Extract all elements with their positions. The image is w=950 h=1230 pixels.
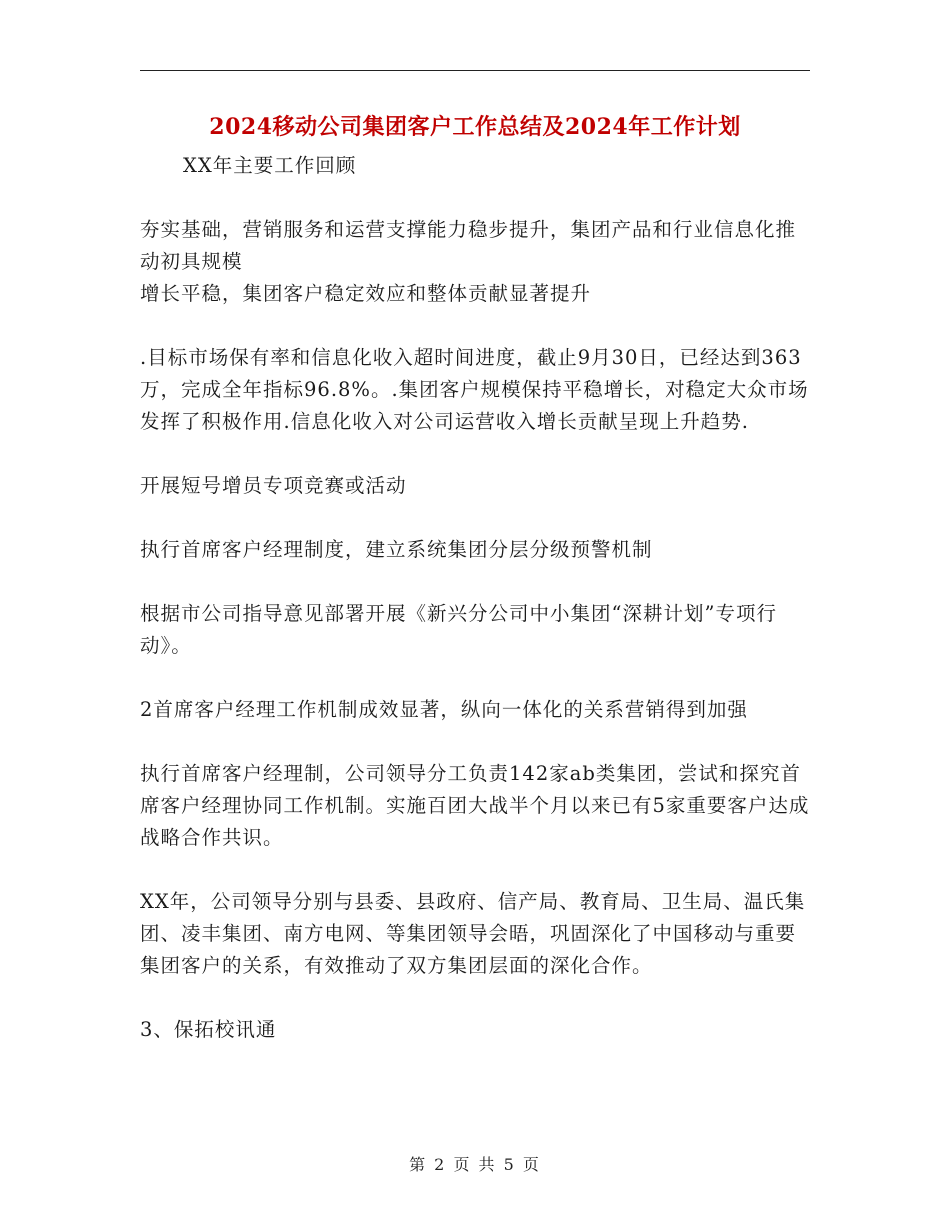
- paragraph: 增长平稳，集团客户稳定效应和整体贡献显著提升: [140, 282, 592, 305]
- document-title: 2024移动公司集团客户工作总结及2024年工作计划: [209, 114, 741, 140]
- paragraph: 2首席客户经理工作机制成效显著，纵向一体化的关系营销得到加强: [140, 698, 748, 721]
- paragraph: 根据市公司指导意见部署开展《新兴分公司中小集团“深耕计划”专项行动》。: [140, 602, 777, 657]
- section-heading: XX年主要工作回顾: [183, 154, 357, 177]
- paragraph: 执行首席客户经理制，公司领导分工负责142家ab类集团，尝试和探究首席客户经理协同工作机制。实施百团大战半个月以来已有5家重要客户达成战略合作共识。: [140, 762, 810, 849]
- paragraph: .目标市场保有率和信息化收入超时间进度，截止9月30日，已经达到363万，完成全年指标96.8%。.集团客户规模保持平稳增长，对稳定大众市场发挥了积极作用.信息化收入对公司运营收入增长贡献呈现上升趋势.: [140, 346, 809, 433]
- header-rule: [140, 70, 810, 71]
- document-body: [140, 150, 810, 1046]
- paragraph: 执行首席客户经理制度，建立系统集团分层分级预警机制: [140, 538, 653, 561]
- page-number: 第 2 页 共 5 页: [409, 1155, 541, 1174]
- paragraph: XX年，公司领导分别与县委、县政府、信产局、教育局、卫生局、温氏集团、凌丰集团、南方电网、等集团领导会晤，巩固深化了中国移动与重要集团客户的关系，有效推动了双方集团层面的深化合作。: [140, 890, 806, 977]
- paragraph: 开展短号增员专项竞赛或活动: [140, 474, 407, 497]
- paragraph: 夯实基础，营销服务和运营支撑能力稳步提升，集团产品和行业信息化推动初具规模: [140, 218, 797, 273]
- paragraph: 3、保拓校讯通: [140, 1018, 277, 1041]
